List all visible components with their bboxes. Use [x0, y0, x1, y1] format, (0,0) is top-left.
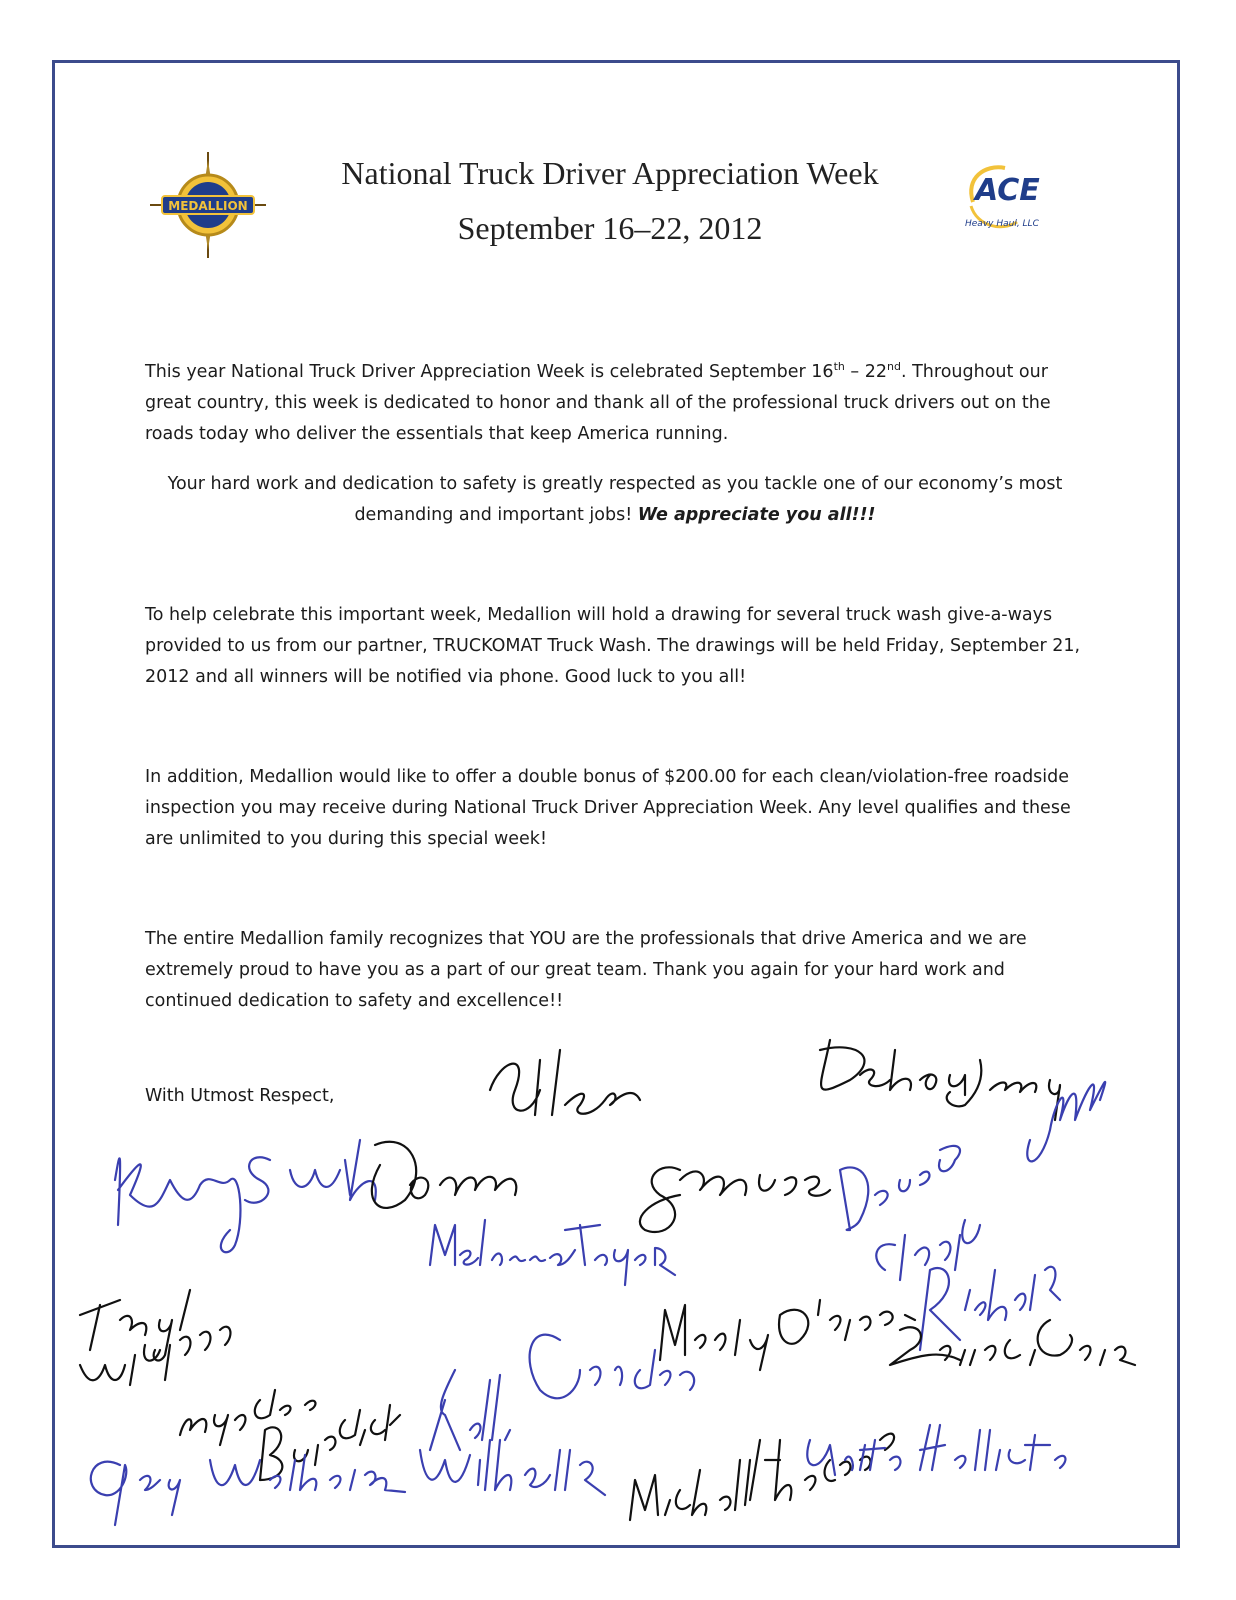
- ace-logo-text: ACE: [975, 173, 1040, 208]
- signature-3: [820, 1040, 1060, 1120]
- paragraph-drawing: To help celebrate this important week, Medallion will hold a drawing for several truck wash give-a-ways provided to us from our partner, TRUCKOMAT Truck Wash. The drawings will be held Friday, September 21, 2012 and all winners will be notified via phone. Good luck to you all!: [145, 605, 1081, 687]
- ace-logo-subtext: Heavy Haul, LLC: [965, 219, 1039, 229]
- medallion-logo-text: MEDALLION: [168, 199, 248, 213]
- ace-logo: [955, 160, 1065, 240]
- signature-7: [920, 1082, 1105, 1350]
- paragraph-appreciation: Your hard work and dedication to safety is greatly respected as you tackle one of our economy’s most demanding and important jobs! We appreciate you all!!!: [167, 474, 1063, 525]
- signature-16: [91, 1455, 405, 1525]
- closing-line: With Utmost Respect,: [145, 1086, 335, 1106]
- signature-2: [372, 1050, 640, 1208]
- signature-8: [80, 1290, 230, 1385]
- signature-10: [180, 1390, 400, 1480]
- page-title: National Truck Driver Appreciation Week: [341, 155, 879, 191]
- paragraph-intro: This year National Truck Driver Appreciation Week is celebrated September 16th – 22nd. Throughout our great country, this week is dedicated to honor and thank all of the professional truck drivers out on the roads today who deliver the essentials that keep America running.: [145, 360, 1051, 444]
- paragraph-bonus: In addition, Medallion would like to offer a double bonus of $200.00 for each clean/violation-free roadside inspection you may receive during National Truck Driver Appreciation Week. Any level qualifies and these are unlimited to you during this special week!: [145, 767, 1071, 849]
- signature-15: [807, 1425, 1065, 1475]
- signature-12: [420, 1440, 605, 1495]
- signature-13: [890, 1320, 1135, 1365]
- medallion-logo: [148, 150, 268, 260]
- paragraph-recognition: The entire Medallion family recognizes that YOU are the professionals that drive America and we are extremely proud to have you as a part of our great team. Thank you again for your hard work and continued dedication to safety and excellence!!: [145, 929, 1027, 1011]
- signature-9: [660, 1300, 915, 1370]
- signatures-area: [60, 1020, 1180, 1540]
- signature-6: [840, 1146, 980, 1280]
- signature-11: [430, 1335, 694, 1450]
- signature-5: [430, 1220, 675, 1285]
- signature-14: [630, 1434, 894, 1520]
- signature-1: [115, 1140, 376, 1252]
- signature-4: [640, 1167, 830, 1232]
- page-subtitle-dates: September 16–22, 2012: [457, 210, 763, 246]
